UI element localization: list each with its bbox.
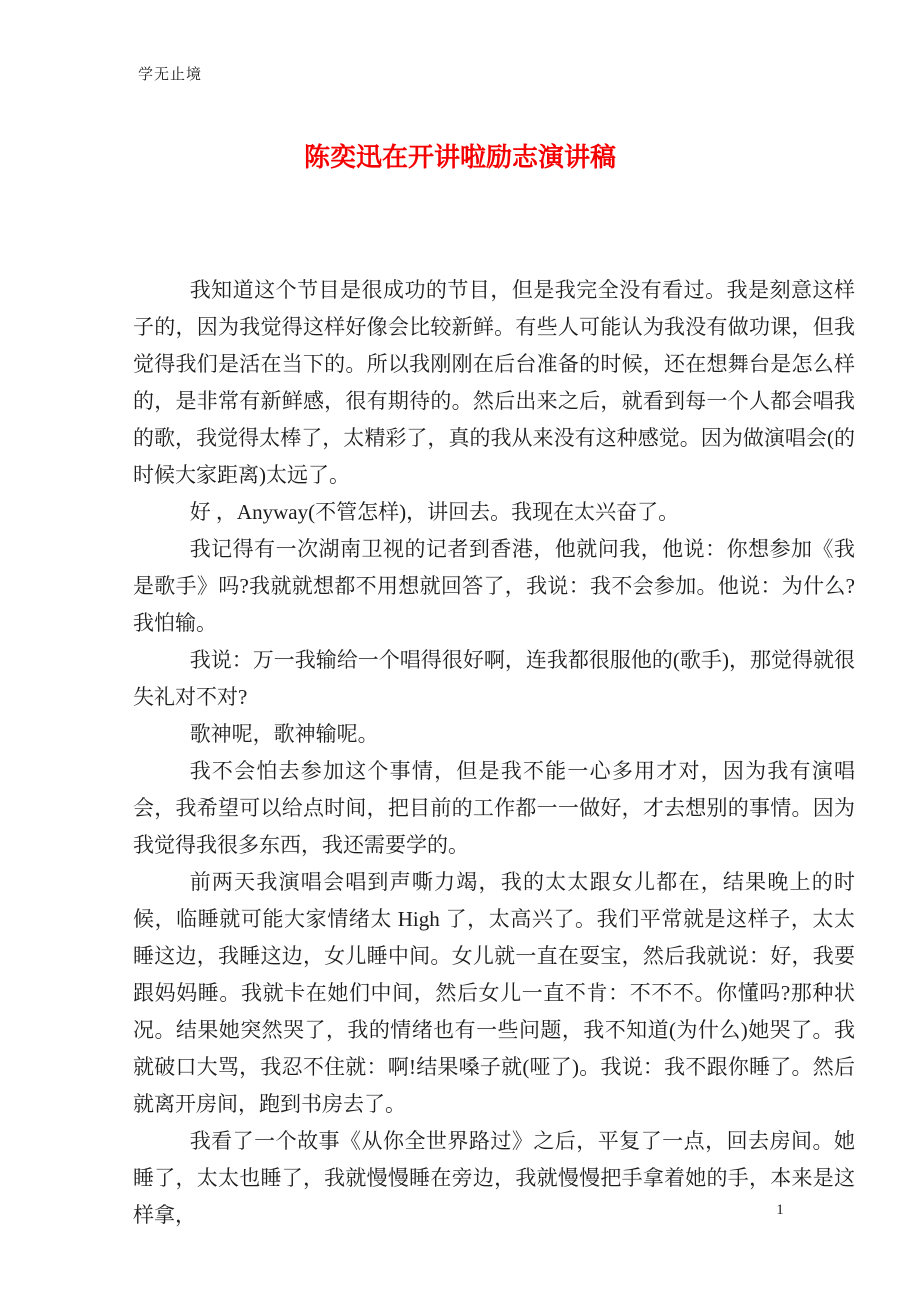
page-header-text: 学无止境 <box>138 67 203 83</box>
page-number: 1 <box>776 1202 784 1218</box>
paragraph: 前两天我演唱会唱到声嘶力竭，我的太太跟女儿都在，结果晚上的时候，临睡就可能大家情绪太 High 了，太高兴了。我们平常就是这样子，太太睡这边，我睡这边，女儿睡中间。女儿就一直在耍宝，然后我就说：好，我要跟妈妈睡。我就卡在她们中间，然后女儿一直不肯：不不不。你懂吗?那种状况。结果她突然哭了，我的情绪也有一些问题，我不知道(为什么)她哭了。我就破口大骂，我忍不住就：啊!结果嗓子就(哑了)。我说：我不跟你睡了。然后就离开房间，跑到书房去了。 <box>133 870 855 1116</box>
paragraph: 我看了一个故事《从你全世界路过》之后，平复了一点，回去房间。她睡了，太太也睡了，我就慢慢睡在旁边，我就慢慢把手拿着她的手，本来是这样拿， <box>133 1129 855 1227</box>
paragraph: 我不会怕去参加这个事情，但是我不能一心多用才对，因为我有演唱会，我希望可以给点时间，把目前的工作都一一做好，才去想别的事情。因为我觉得我很多东西，我还需要学的。 <box>133 759 855 857</box>
document-title: 陈奕迅在开讲啦励志演讲稿 <box>303 143 616 173</box>
paragraph: 我说：万一我输给一个唱得很好啊，连我都很服他的(歌手)，那觉得就很失礼对不对? <box>133 648 855 709</box>
paragraph: 歌神呢，歌神输呢。 <box>189 722 379 746</box>
document-body <box>133 272 855 1234</box>
paragraph: 我记得有一次湖南卫视的记者到香港，他就问我，他说：你想参加《我是歌手》吗?我就就想都不用想就回答了，我说：我不会参加。他说：为什么?我怕输。 <box>133 537 855 635</box>
paragraph: 好 ，Anyway(不管怎样)，讲回去。我现在太兴奋了。 <box>189 500 680 524</box>
paragraph: 我知道这个节目是很成功的节目，但是我完全没有看过。我是刻意这样子的，因为我觉得这样好像会比较新鲜。有些人可能认为我没有做功课，但我觉得我们是活在当下的。所以我刚刚在后台准备的时候，还在想舞台是怎么样的，是非常有新鲜感，很有期待的。然后出来之后，就看到每一个人都会唱我的歌，我觉得太棒了，太精彩了，真的我从来没有这种感觉。因为做演唱会(的时候大家距离)太远了。 <box>133 278 855 487</box>
